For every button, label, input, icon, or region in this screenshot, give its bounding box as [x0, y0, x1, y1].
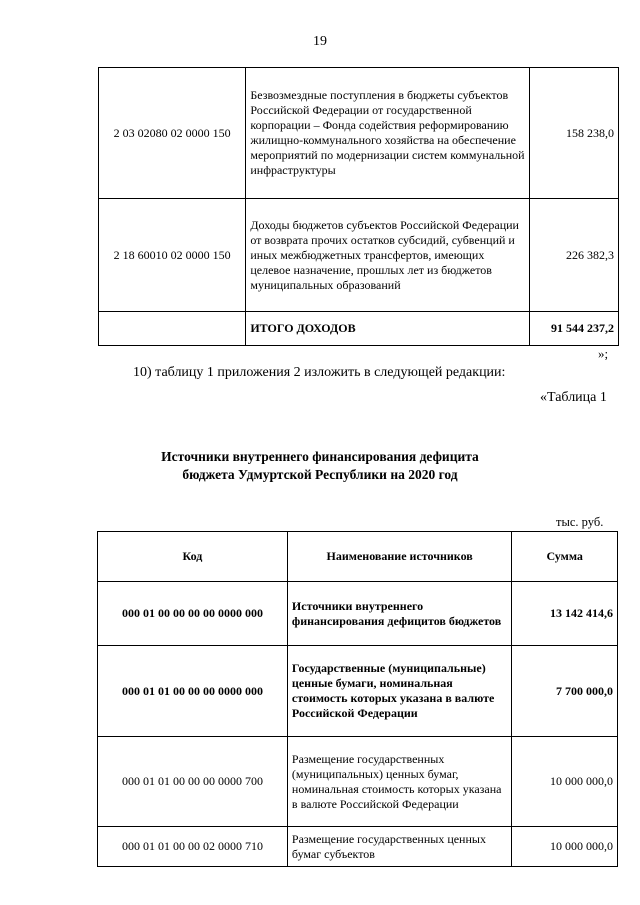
amendment-paragraph: 10) таблицу 1 приложения 2 изложить в следующей редакции:	[133, 365, 506, 380]
header-code: Код	[98, 532, 288, 582]
table-row	[98, 827, 618, 867]
title-line-1: Источники внутреннего финансирования дефицита	[161, 449, 479, 464]
table-reference: «Таблица 1	[540, 390, 607, 405]
sources-table	[97, 531, 618, 867]
title-line-2: бюджета Удмуртской Республики на 2020 год	[182, 467, 458, 482]
unit-label: тыс. руб.	[556, 515, 604, 529]
total-code	[99, 312, 246, 346]
table-row	[99, 68, 619, 199]
row-name: Доходы бюджетов субъектов Российской Федерации от возврата прочих остатков субсидий, субвенций и иных межбюджетных трансфертов, имеющих целевое назначение, прошлых лет из бюджетов муниципальных образований	[246, 199, 530, 312]
table-row	[98, 737, 618, 827]
table-row	[98, 646, 618, 737]
table-row	[99, 199, 619, 312]
total-sum: 91 544 237,2	[530, 312, 619, 346]
page-number: 19	[313, 34, 327, 49]
total-row	[99, 312, 619, 346]
header-name: Наименование источников	[287, 532, 511, 582]
row-code: 000 01 01 00 00 00 0000 000	[98, 646, 288, 737]
row-name: Источники внутреннего финансирования дефицитов бюджетов	[287, 582, 511, 646]
income-table	[98, 67, 619, 346]
row-code: 000 01 00 00 00 00 0000 000	[98, 582, 288, 646]
row-sum: 226 382,3	[530, 199, 619, 312]
row-sum: 10 000 000,0	[512, 737, 618, 827]
row-code: 000 01 01 00 00 02 0000 710	[98, 827, 288, 867]
table-row	[98, 582, 618, 646]
row-name: Государственные (муниципальные) ценные бумаги, номинальная стоимость которых указана в валюте Российской Федерации	[287, 646, 511, 737]
row-name: Безвозмездные поступления в бюджеты субъектов Российской Федерации от государственной корпорации – Фонда содействия реформированию жилищно-коммунального хозяйства на обеспечение мероприятий по модернизации систем коммунальной инфраструктуры	[246, 68, 530, 199]
section-title	[0, 448, 640, 484]
row-sum: 158 238,0	[530, 68, 619, 199]
row-name: Размещение государственных (муниципальных) ценных бумаг, номинальная стоимость которых указана в валюте Российской Федерации	[287, 737, 511, 827]
header-sum: Сумма	[512, 532, 618, 582]
row-code: 000 01 01 00 00 00 0000 700	[98, 737, 288, 827]
total-label: ИТОГО ДОХОДОВ	[246, 312, 530, 346]
row-sum: 13 142 414,6	[512, 582, 618, 646]
closing-quote: »;	[598, 346, 609, 361]
row-name: Размещение государственных ценных бумаг субъектов	[287, 827, 511, 867]
table-header-row	[98, 532, 618, 582]
row-code: 2 03 02080 02 0000 150	[99, 68, 246, 199]
row-sum: 10 000 000,0	[512, 827, 618, 867]
row-code: 2 18 60010 02 0000 150	[99, 199, 246, 312]
row-sum: 7 700 000,0	[512, 646, 618, 737]
